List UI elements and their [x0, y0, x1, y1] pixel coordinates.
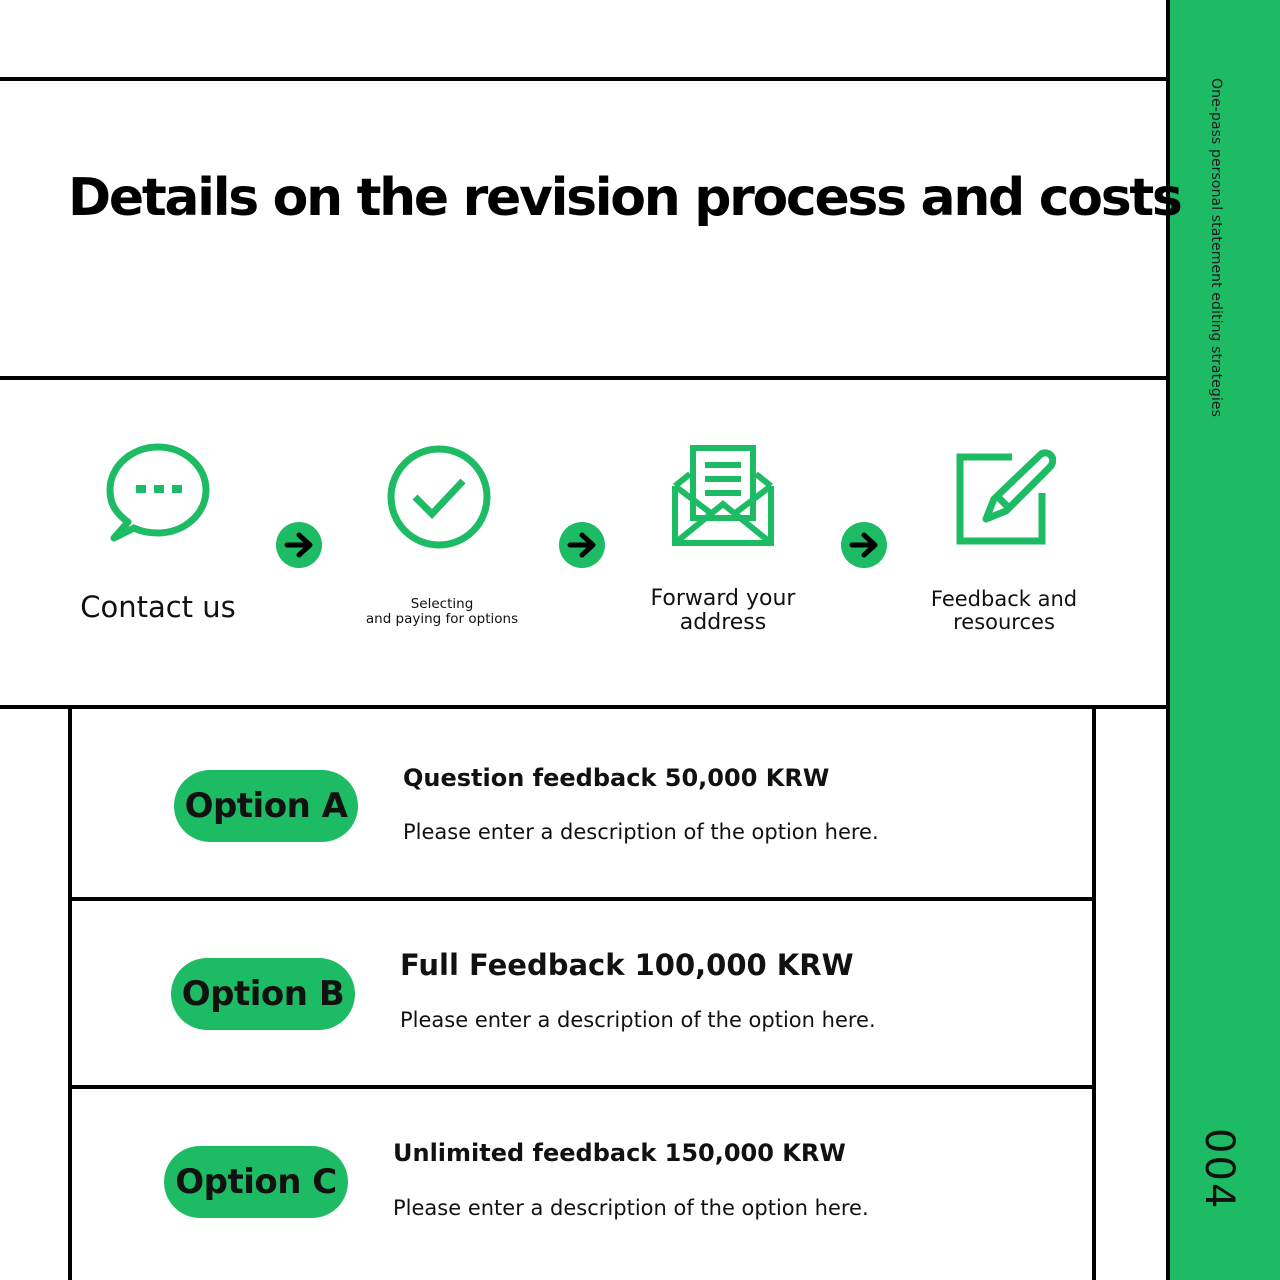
step-label-feedback	[890, 588, 1118, 633]
step-label-selecting	[342, 597, 542, 627]
option-a-description: Please enter a description of the option here.	[403, 820, 879, 844]
option-c-badge: Option C	[164, 1146, 348, 1218]
arrow-right-icon	[558, 521, 606, 569]
sidebar	[1170, 0, 1280, 1280]
chat-bubble-icon	[104, 442, 212, 544]
divider-option-a	[68, 897, 1096, 901]
step-label-line: address	[679, 609, 767, 635]
sidebar-caption: One-pass personal statement editing strategies	[1208, 78, 1224, 417]
divider-top	[0, 77, 1170, 81]
step-label-line: Feedback and	[930, 587, 1078, 611]
step-label-contact	[58, 592, 258, 622]
step-label-line: Forward your	[650, 586, 796, 611]
option-a-title: Question feedback 50,000 KRW	[403, 764, 830, 792]
options-border-left	[68, 705, 72, 1280]
option-a-badge: Option A	[174, 770, 358, 842]
page-title: Details on the revision process and costs	[68, 168, 1181, 228]
divider-option-b	[68, 1085, 1096, 1089]
mail-document-icon	[670, 442, 776, 548]
check-circle-icon	[385, 443, 493, 551]
option-b-badge: Option B	[171, 958, 355, 1030]
arrow-right-icon	[840, 521, 888, 569]
step-label-line: Selecting	[410, 596, 474, 612]
step-label-line: and paying for options	[365, 610, 519, 627]
edit-icon	[954, 447, 1056, 547]
step-label-line: resources	[953, 609, 1055, 634]
option-c-title: Unlimited feedback 150,000 KRW	[393, 1139, 846, 1167]
option-b-description: Please enter a description of the option here.	[400, 1008, 876, 1032]
step-label-forward	[610, 587, 836, 635]
page-number: 004	[1196, 1128, 1242, 1211]
step-label-line: Contact us	[80, 590, 236, 624]
option-c-description: Please enter a description of the option here.	[393, 1196, 869, 1220]
option-b-title: Full Feedback 100,000 KRW	[400, 948, 854, 982]
divider-steps	[0, 705, 1170, 709]
divider-title	[0, 376, 1170, 380]
arrow-right-icon	[275, 521, 323, 569]
options-border-right	[1092, 705, 1096, 1280]
